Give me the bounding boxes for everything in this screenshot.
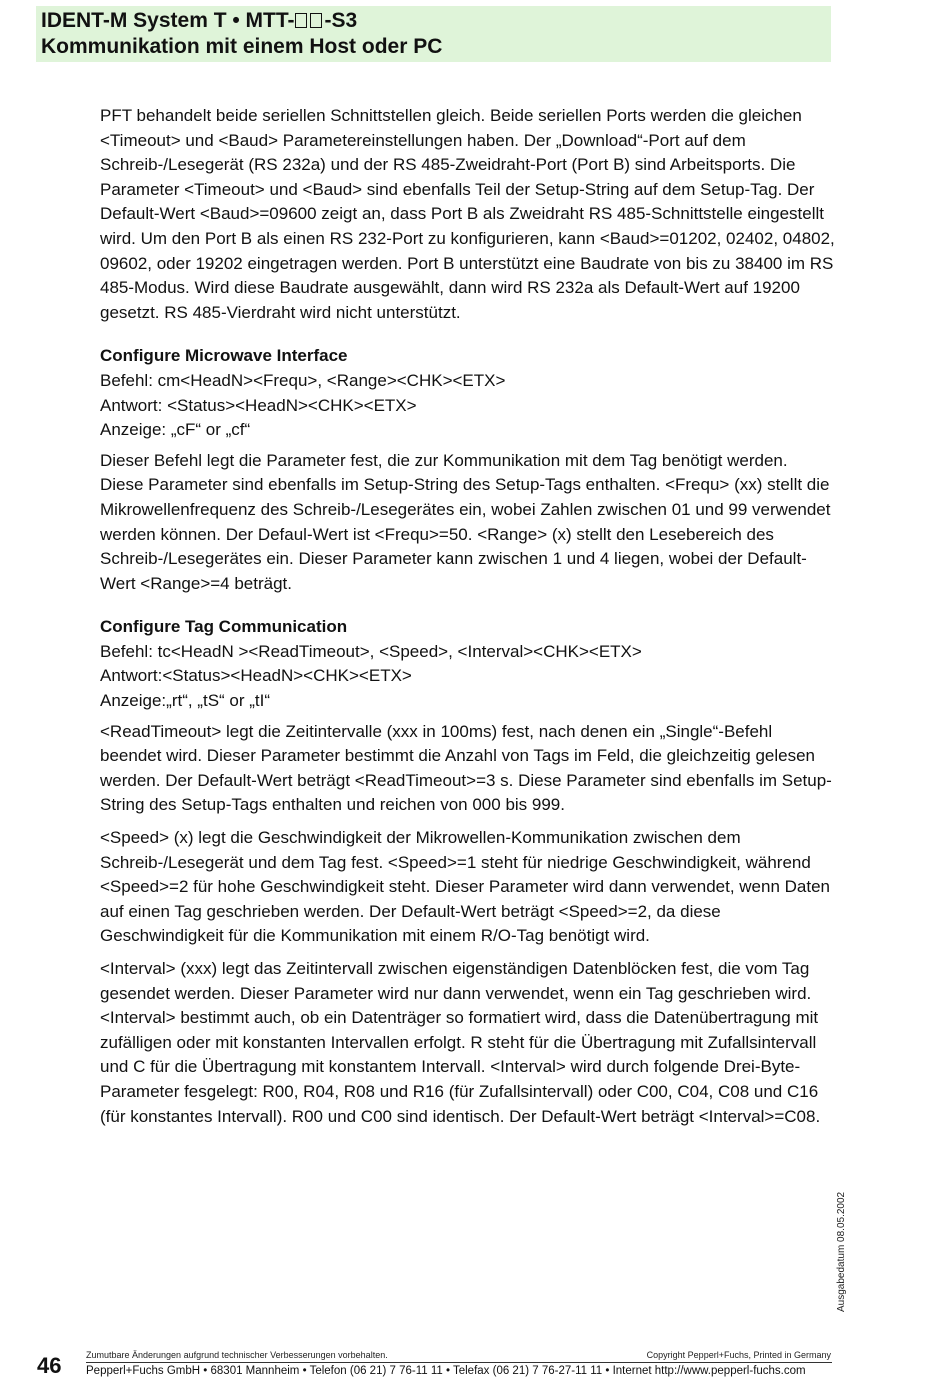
issue-date-note: Ausgabedatum 08.05.2002 xyxy=(836,1191,847,1312)
command-befehl: Befehl: tc<HeadN ><ReadTimeout>, <Speed>, <Interval><CHK><ETX> xyxy=(100,641,642,661)
placeholder-box-icon xyxy=(310,13,322,28)
interval-paragraph: <Interval> (xxx) legt das Zeitintervall zwischen eigenständigen Datenblöcken fest, die vom Tag gesendet werden. Dieser Parameter wird nur dann verwendet, wenn ein Tag geschrieben wird. <Interval> bestimmt auch, ob ein Datenträger so formatiert wird, dass die Datenübertragung mit zufälligen oder mit konstanten Intervallen erfolgt. R steht für die Übertragung mit Zufallsintervall und C für die Übertragung mit konstantem Intervall. <Interval> wird durch folgende Drei-Byte-Parameter fesgelegt: R00, R04, R08 und R16 (für Zufallsintervall) oder C00, C04, C08 und C16 (für konstantes Intervall). R00 und C00 sind identisch. Der Default-Wert beträgt <Interval>=C08. xyxy=(100,959,821,1126)
speed-paragraph: <Speed> (x) legt die Geschwindigkeit der Mikrowellen-Kommunikation zwischen dem Schreib-/Lesegerät und dem Tag fest. <Speed>=1 steht für niedrige Geschwindigkeit, während <Speed>=2 für hohe Geschwindigkeit steht. Dieser Parameter wird dann verwendet, wenn Daten auf einen Tag geschrieben werden. Der Default-Wert beträgt <Speed>=2, da diese Geschwindigkeit für die Kommunikation mit einem R/O-Tag benötigt wird. xyxy=(100,828,831,946)
command-block-microwave xyxy=(100,369,835,443)
command-befehl: Befehl: cm<HeadN><Frequ>, <Range><CHK><ETX> xyxy=(100,370,506,390)
header-title-prefix: IDENT-M System T • MTT- xyxy=(41,9,295,32)
page-number: 46 xyxy=(37,1353,62,1378)
command-anzeige: Anzeige: „cF“ or „cf“ xyxy=(100,420,251,440)
command-antwort: Antwort:<Status><HeadN><CHK><ETX> xyxy=(100,666,412,686)
placeholder-box-icon xyxy=(295,13,307,28)
command-block-tag xyxy=(100,640,835,714)
command-anzeige: Anzeige:„rt“, „tS“ or „tI“ xyxy=(100,691,271,711)
microwave-paragraph: Dieser Befehl legt die Parameter fest, die zur Kommunikation mit dem Tag benötigt werden. Diese Parameter sind ebenfalls im Setup-String des Setup-Tags enthalten. <Frequ> (xx) stellt die Mikrowellenfrequenz des Schreib-/Lesegerätes ein, wobei Zahlen zwischen 01 und 99 verwendet werden können. Der Defaul-Wert ist <Frequ>=50. <Range> (x) stellt den Lesebereich des Schreib-/Lesegerätes ein. Dieser Parameter kann zwischen 1 und 4 liegen, wobei der Default-Wert <Range>=4 beträgt. xyxy=(100,450,831,593)
header-title-suffix: -S3 xyxy=(324,9,358,32)
header-subtitle: Kommunikation mit einem Host oder PC xyxy=(41,35,443,58)
footer-company-line: Pepperl+Fuchs GmbH • 68301 Mannheim • Telefon (06 21) 7 76-11 11 • Telefax (06 21) 7 76-27-11 11 • Internet http://www.pepperl-fuchs.com xyxy=(86,1365,806,1377)
footer-copyright: Copyright Pepperl+Fuchs, Printed in Germany xyxy=(646,1350,831,1360)
footer-disclaimer: Zumutbare Änderungen aufgrund technischer Verbesserungen vorbehalten. xyxy=(86,1350,388,1360)
footer-divider xyxy=(86,1362,832,1363)
document-body xyxy=(100,104,835,1137)
section-heading-tag-communication: Configure Tag Communication xyxy=(100,617,348,637)
command-antwort: Antwort: <Status><HeadN><CHK><ETX> xyxy=(100,395,417,415)
page-header xyxy=(36,6,831,62)
header-title xyxy=(41,9,357,33)
section-heading-microwave: Configure Microwave Interface xyxy=(100,346,348,366)
intro-paragraph: PFT behandelt beide seriellen Schnittstellen gleich. Beide seriellen Ports werden die gleichen <Timeout> und <Baud> Parametereinstellungen haben. Der „Download“-Port auf dem Schreib-/Lesegerät (RS 232a) und der RS 485-Zweidraht-Port (Port B) sind Arbeitsports. Die Parameter <Timeout> und <Baud> sind ebenfalls Teil der Setup-String auf dem Setup-Tag. Der Default-Wert <Baud>=09600 zeigt an, dass Port B als Zweidraht RS 485-Schnittstelle eingestellt wird. Um den Port B als einen RS 232-Port zu konfigurieren, kann <Baud>=01202, 02402, 04802, 09602, oder 19202 eingetragen werden. Port B unterstützt eine Baudrate von bis zu 38400 im RS 485-Modus. Wird diese Baudrate ausgewählt, dann wird RS 232a als Default-Wert auf 19200 gesetzt. RS 485-Vierdraht wird nicht unterstützt. xyxy=(100,106,835,322)
readtimeout-paragraph: <ReadTimeout> legt die Zeitintervalle (xxx in 100ms) fest, nach denen ein „Single“-Befehl beendet wird. Dieser Parameter bestimmt die Anzahl von Tags im Feld, die gleichzeitig gelesen werden. Der Default-Wert beträgt <ReadTimeout>=3 s. Diese Parameter sind ebenfalls im Setup-String des Setup-Tags enthalten und reichen von 000 bis 999. xyxy=(100,721,832,815)
